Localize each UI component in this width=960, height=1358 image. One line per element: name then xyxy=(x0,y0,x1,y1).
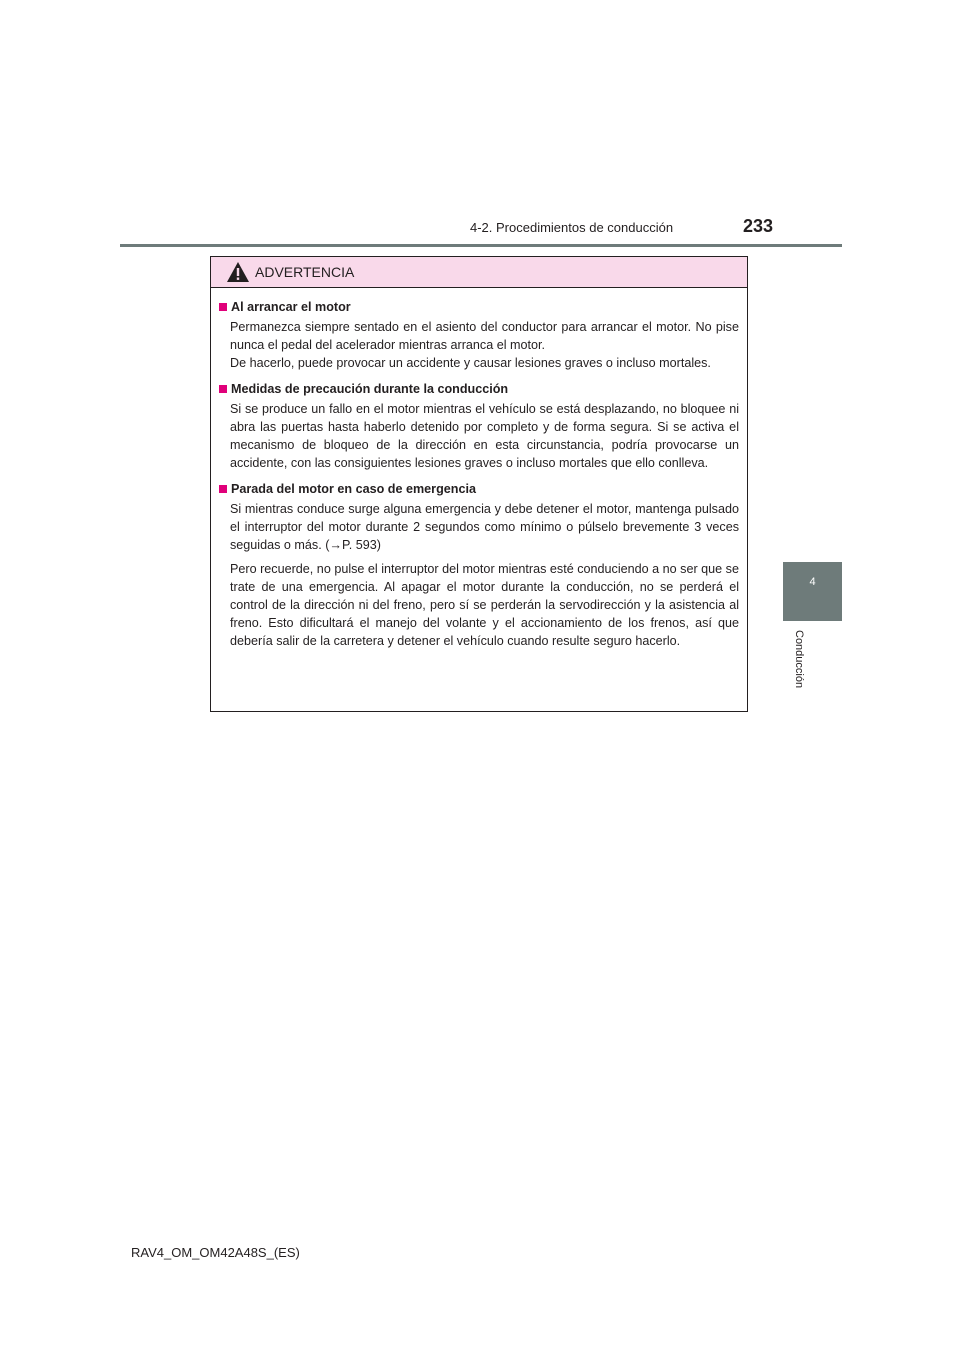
warning-item-heading-text: Medidas de precaución durante la conducción xyxy=(231,382,509,396)
warning-header xyxy=(211,257,747,288)
warning-paragraph: De hacerlo, puede provocar un accidente y causar lesiones graves o incluso mortales. xyxy=(230,356,711,370)
square-bullet-icon xyxy=(219,303,227,311)
warning-item-heading xyxy=(219,480,739,498)
chapter-tab-number: 4 xyxy=(809,576,816,588)
section-title: 4-2. Procedimientos de conducción xyxy=(470,220,674,235)
warning-item xyxy=(219,480,739,650)
warning-item-heading-text: Parada del motor en caso de emergencia xyxy=(231,482,476,496)
chapter-tab[interactable] xyxy=(783,562,842,621)
warning-item-heading xyxy=(219,298,739,316)
page-number: 233 xyxy=(743,216,774,236)
warning-box xyxy=(210,256,748,712)
warning-item xyxy=(219,380,739,472)
square-bullet-icon xyxy=(219,385,227,393)
warning-paragraph: Si se produce un fallo en el motor mientras el vehículo se está desplazando, no bloquee ni abra las puertas hasta haberlo detenido por completo y de forma segura. Si se activa el mecanismo de bloqueo de la dirección en esta circunstancia, podría provocarse un accidente, con las consiguientes lesiones graves o incluso mortales que ello conlleva. xyxy=(230,402,739,470)
chapter-tab-label: Conducción xyxy=(793,630,805,689)
square-bullet-icon xyxy=(219,485,227,493)
header-rule xyxy=(120,244,842,247)
warning-item-heading-text: Al arrancar el motor xyxy=(231,300,351,314)
document-code: RAV4_OM_OM42A48S_(ES) xyxy=(131,1245,300,1260)
warning-item xyxy=(219,298,739,372)
warning-paragraph: Pero recuerde, no pulse el interruptor del motor mientras esté conduciendo a no ser que se trate de una emergencia. Al apagar el motor durante la conducción, no se perderá el control de la dirección ni del freno, pero sí se perderán la servodirección y la asistencia al freno. Esto dificultará el manejo del volante y el accionamiento de los frenos, así que debería salir de la carretera y detener el vehículo cuando resulte seguro hacerlo. xyxy=(230,562,739,648)
warning-paragraph: Permanezca siempre sentado en el asiento del conductor para arrancar el motor. No pise nunca el pedal del acelerador mientras arranca el motor. xyxy=(230,320,739,352)
warning-paragraph: Si mientras conduce surge alguna emergencia y debe detener el motor, mantenga pulsado el interruptor del motor durante 2 segundos como mínimo o púlselo brevemente 3 veces seguidas o más. (→P. 593) xyxy=(230,502,739,552)
warning-body xyxy=(211,288,747,650)
warning-item-heading xyxy=(219,380,739,398)
warning-title: ADVERTENCIA xyxy=(255,264,355,280)
warning-triangle-icon xyxy=(225,260,251,284)
